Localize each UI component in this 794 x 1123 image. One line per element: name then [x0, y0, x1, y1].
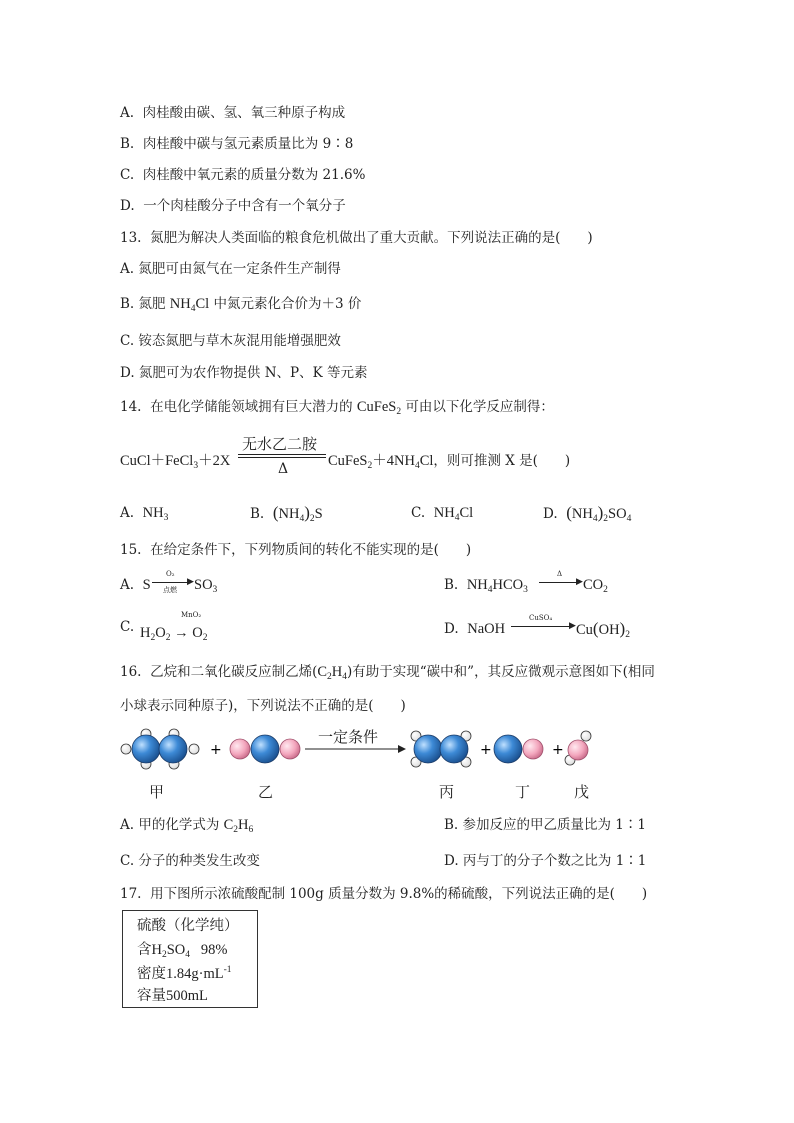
box-density-line: 密度$1.84g\cdot mL^{-1}$: [137, 965, 232, 982]
q16-option-b: B. 参加反应的甲乙质量比为 1∶1: [444, 817, 646, 833]
q14-option-c: C. $NH_4Cl$: [411, 505, 474, 523]
q16-option-a: A. 甲的化学式为 $C_2H_6$: [120, 817, 254, 835]
q15-c-equation: $H_2O_2 \to O_2$: [140, 625, 208, 643]
molecule-ding: [494, 735, 543, 763]
q12-option-c: C. 肉桂酸中氧元素的质量分数为 21.6%: [120, 167, 366, 183]
label-yi: 乙: [258, 783, 274, 801]
q12-option-d: D. 一个肉桂酸分子中含有一个氧分子: [120, 198, 346, 214]
q15-b-arrow: Δ ▶: [539, 570, 583, 590]
q16-reaction-diagram: [0, 720, 794, 800]
molecule-jia: [121, 729, 199, 769]
hydrogen-atom: [121, 744, 131, 754]
q12-option-a: A. 肉桂酸由碳、氢、氧三种原子构成: [120, 105, 346, 121]
q13-option-c: C. 铵态氮肥与草木灰混用能增强肥效: [120, 333, 341, 349]
q14-equation-right: $CuFeS_2+4NH_4Cl$，则可推测 X 是( ): [328, 453, 571, 471]
q16-option-d: D. 丙与丁的分子个数之比为 1∶1: [444, 853, 647, 869]
box-title: 硫酸（化学纯）: [137, 918, 239, 934]
label-jia: 甲: [149, 783, 165, 801]
carbon-atom: [440, 735, 468, 763]
carbon-atom: [251, 735, 279, 763]
plus-sign: +: [480, 742, 492, 758]
q14-equals-line-1: [238, 454, 326, 455]
q15-option-b: B. $NH_4HCO_3$: [444, 577, 528, 595]
q15-d-product: $Cu(OH)_2$: [576, 619, 630, 640]
q15-option-d: D. NaOH: [444, 621, 506, 637]
q14-stem: 14. 在电化学储能领域拥有巨大潜力的 CuFeS$_2$ 可由以下化学反应制得：: [120, 399, 554, 417]
oxygen-atom: [230, 739, 250, 759]
q16-stem-line2: 小球表示同种原子)，下列说法不正确的是( ): [120, 698, 406, 714]
oxygen-atom: [280, 739, 300, 759]
q14-option-d: D. $(NH_4)_2SO_4$: [543, 503, 632, 524]
label-bing: 丙: [439, 783, 455, 801]
q12-option-b: B. 肉桂酸中碳与氢元素质量比为 9∶8: [120, 136, 354, 152]
q14-condition-top: 无水乙二胺: [242, 435, 318, 453]
label-ding: 丁: [515, 783, 531, 801]
q14-condition-arrow: [238, 433, 326, 479]
q15-a-product: $SO_3$: [194, 577, 218, 595]
oxygen-atom: [523, 739, 543, 759]
carbon-atom: [414, 735, 442, 763]
q15-b-product: $CO_2$: [583, 577, 608, 595]
q14-condition-bottom: Δ: [278, 461, 289, 477]
q17-stem: 17. 用下图所示浓硫酸配制 100g 质量分数为 9.8%的稀硫酸，下列说法正确的是( ): [120, 886, 648, 902]
q14-option-b: B. $(NH_4)_2S$: [250, 503, 323, 524]
box-content-line: 含$H_2SO_4$ 98%: [137, 942, 228, 960]
q15-option-c: C.: [120, 619, 135, 635]
carbon-atom: [132, 735, 160, 763]
q15-c-arrow: →: [174, 625, 189, 641]
q14-equals-line-2: [238, 457, 326, 458]
hydrogen-atom: [581, 731, 591, 741]
q15-stem: 15. 在给定条件下，下列物质间的转化不能实现的是( ): [120, 542, 472, 558]
label-wu: 戊: [574, 783, 590, 801]
oxygen-atom: [568, 740, 588, 760]
carbon-atom: [494, 735, 522, 763]
q13-option-b: B. 氮肥 $NH_4Cl$ 中氮元素化合价为＋3 价: [120, 296, 362, 314]
q13-option-a: A. 氮肥可由氮气在一定条件生产制得: [120, 261, 341, 277]
carbon-atom: [159, 735, 187, 763]
q16-condition-label: 一定条件: [318, 728, 379, 746]
plus-sign: +: [552, 742, 564, 758]
q15-a-arrow: O₂ ▶ 点燃: [152, 570, 194, 598]
q14-option-a: A. $NH_3$: [120, 505, 169, 523]
box-capacity-line: 容量500mL: [137, 988, 208, 1004]
q14-equation: CuCl＋FeCl$_3$＋2X: [120, 453, 231, 471]
q13-stem: 13. 氮肥为解决人类面临的粮食危机做出了重大贡献。下列说法正确的是( ): [120, 230, 593, 246]
molecule-bing: [411, 731, 471, 767]
sulfuric-acid-label-box: [122, 910, 258, 1008]
molecule-wu: [565, 731, 591, 765]
q16-stem: 16. 乙烷和二氧化碳反应制乙烯$(C_2H_4)$有助于实现“碳中和”，其反应微观示意图如下(相同: [120, 664, 655, 682]
q15-option-a: A. S: [120, 577, 151, 593]
q13-option-d: D. 氮肥可为农作物提供 N、P、K 等元素: [120, 365, 368, 381]
molecule-yi: [230, 735, 300, 763]
q16-option-c: C. 分子的种类发生改变: [120, 853, 260, 869]
plus-sign: +: [210, 742, 222, 758]
q15-d-arrow: CuSO₄ ▶: [511, 614, 577, 634]
hydrogen-atom: [189, 744, 199, 754]
q15-c-catalyst: MnO₂: [181, 611, 202, 619]
